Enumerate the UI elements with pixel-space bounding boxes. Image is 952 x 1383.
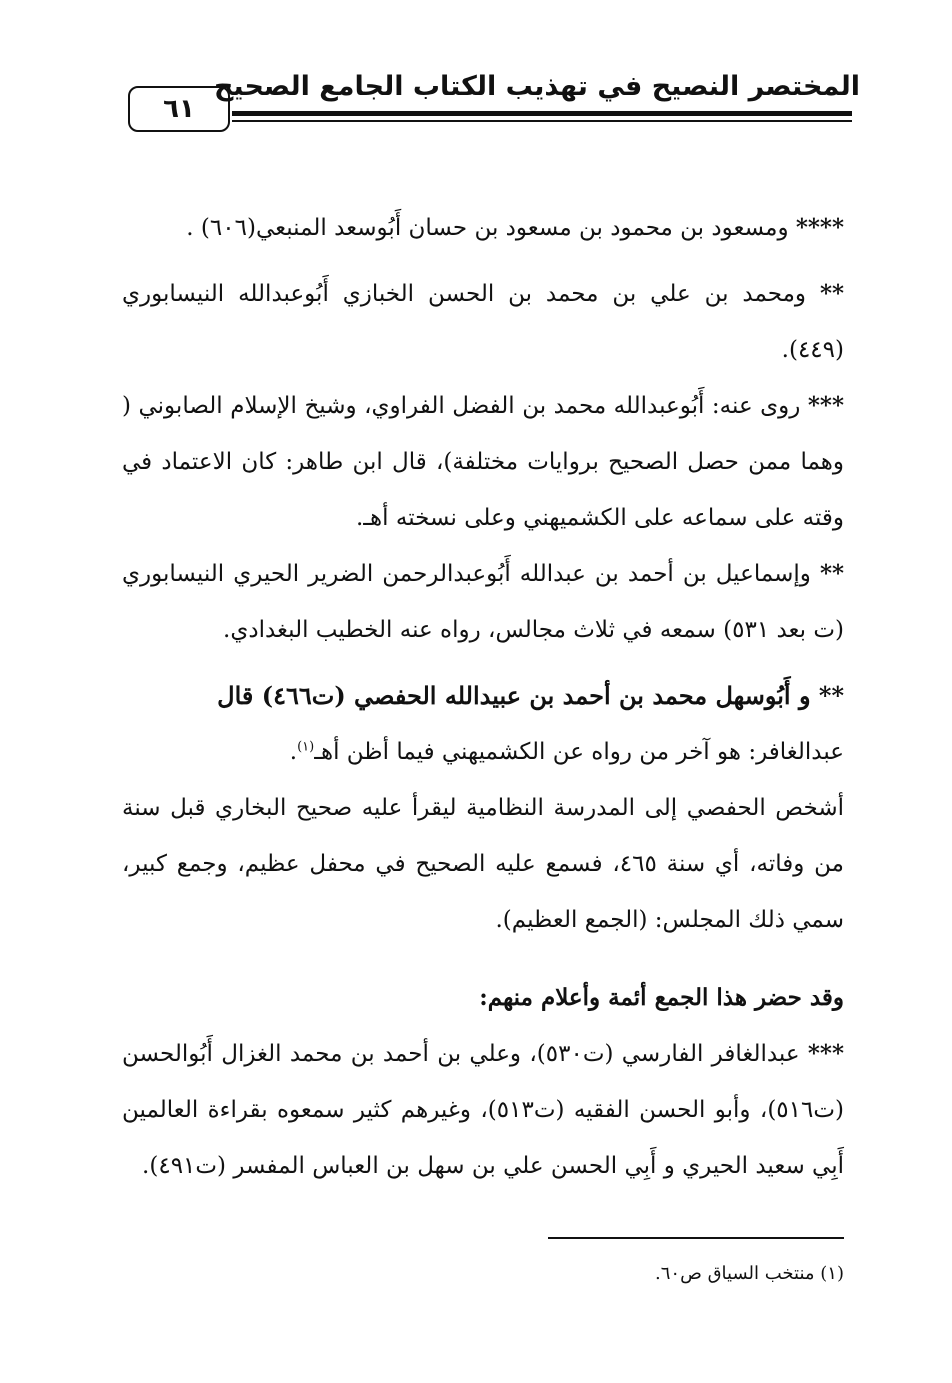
paragraph-end: . — [289, 739, 298, 765]
paragraph — [122, 546, 844, 658]
paragraph-text: عبدالغافر: هو آخر من رواه عن الكشميهني فيما أظن أهـ — [314, 739, 844, 765]
paragraph — [122, 200, 844, 256]
paragraph-text: روى عنه: أَبُوعبدالله محمد بن الفضل الفراوي، وشيخ الإسلام الصابوني ( وهما ممن حصل الصحيح بروايات مختلفة)، قال ابن طاهر: كان الاعتماد في وقته على سماعه على الكشميهني وعلى نسخته أهـ. — [122, 393, 844, 531]
footnote: (١) منتخب السياق ص٦٠. — [655, 1263, 844, 1284]
paragraph-text: ومحمد بن علي بن محمد بن الحسن الخبازي أَبُوعبدالله النيسابوري (٤٤٩). — [122, 281, 844, 363]
paragraph — [122, 378, 844, 546]
paragraph-text: وقد حضر هذا الجمع أئمة وأعلام منهم: — [479, 984, 844, 1011]
paragraph-hafsi-quote — [122, 724, 844, 780]
marker-stars: *** — [807, 392, 844, 419]
paragraph-text: ومسعود بن محمود بن مسعود بن حسان أَبُوسعد المنبعي(٦٠٦) . — [186, 215, 796, 241]
marker-stars: ** — [819, 280, 844, 307]
footnote-separator — [548, 1237, 844, 1239]
paragraph-hafsi-heading — [122, 668, 844, 724]
paragraph-text: وإسماعيل بن أحمد بن عبدالله أَبُوعبدالرحمن الضرير الحيري النيسابوري (ت بعد ٥٣١) سمعه في ثلاث مجالس، رواه عنه الخطيب البغدادي. — [122, 561, 844, 643]
paragraph-text: أشخص الحفصي إلى المدرسة النظامية ليقرأ عليه صحيح البخاري قبل سنة من وفاته، أي سنة ٤٦٥، فسمع عليه الصحيح في محفل عظيم، وجمع كبير، سمي ذلك المجلس: (الجمع العظيم). — [122, 795, 844, 933]
running-header-title: المختصر النصيح في تهذيب الكتاب الجامع الصحيح — [213, 71, 860, 102]
marker-stars: ** — [819, 560, 844, 587]
paragraph-text: عبدالغافر الفارسي (ت٥٣٠)، وعلي بن أحمد بن محمد الغزال أَبُوالحسن (ت٥١٦)، وأبو الحسن الفقيه (ت٥١٣)، وغيرهم كثير سمعوه بقراءة العالمين أَبِي سعيد الحيري و أَبِي الحسن علي بن سهل بن العباس المفسر (ت٤٩١). — [122, 1041, 844, 1179]
section-lead — [122, 970, 844, 1026]
marker-stars: *** — [807, 1040, 844, 1067]
header-rule-thin — [232, 120, 852, 122]
marker-stars: ** — [818, 681, 844, 710]
footnote-reference[interactable]: (١) — [297, 739, 315, 755]
paragraph — [122, 266, 844, 378]
header-rule-thick — [232, 111, 852, 116]
marker-stars: **** — [795, 214, 844, 241]
paragraph — [122, 780, 844, 948]
body-text — [122, 200, 844, 1194]
page-number-badge: ٦١ — [128, 86, 230, 132]
paragraph — [122, 1026, 844, 1194]
paragraph-text: و أَبُوسهل محمد بن أحمد بن عبيدالله الحفصي (ت٤٦٦) قال — [217, 681, 819, 710]
